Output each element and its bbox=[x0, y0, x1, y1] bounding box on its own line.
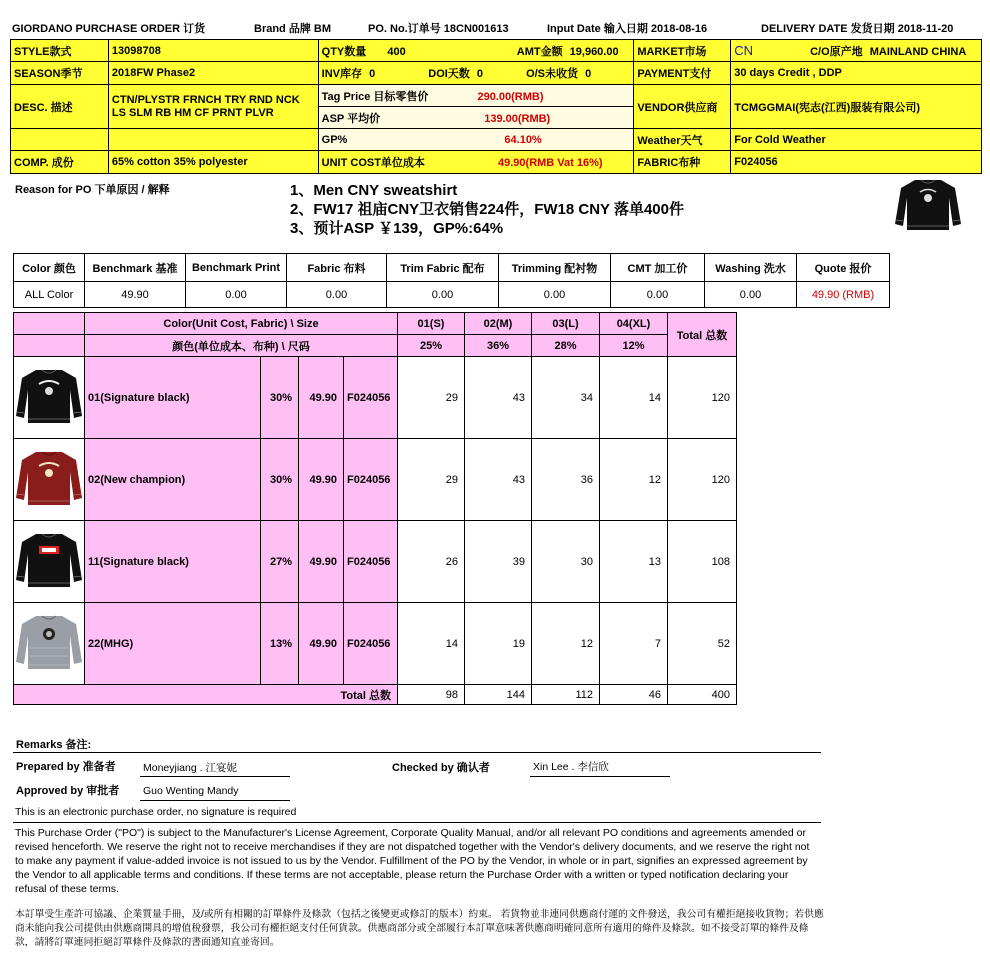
gp-cell bbox=[318, 129, 634, 151]
grid-header-en: Color(Unit Cost, Fabric) \ Size bbox=[85, 313, 398, 335]
asp-label: ASP 平均价 bbox=[321, 112, 381, 125]
cost-header: Benchmark 基准 bbox=[85, 254, 186, 282]
color-thumb-cell bbox=[14, 439, 85, 521]
sweatshirt-icon bbox=[14, 448, 84, 508]
os-value: 0 bbox=[585, 68, 592, 80]
vendor-value: TCMGGMAI(宪志(江西)服装有限公司) bbox=[731, 85, 982, 129]
qty-value: 400 bbox=[387, 45, 406, 58]
color-thumb-cell bbox=[14, 521, 85, 603]
gp-label: GP% bbox=[321, 133, 348, 146]
corner-cell bbox=[14, 335, 85, 357]
season-value: 2018FW Phase2 bbox=[108, 62, 318, 85]
row-total: 120 bbox=[668, 357, 737, 439]
color-cost: 49.90 bbox=[299, 357, 344, 439]
tag-price-value: 290.00(RMB) bbox=[477, 90, 544, 103]
size-pct: 25% bbox=[398, 335, 465, 357]
divider bbox=[13, 752, 821, 753]
sweatshirt-icon bbox=[893, 176, 963, 232]
sweatshirt-icon bbox=[14, 530, 84, 590]
cost-header: Trim Fabric 配布 bbox=[387, 254, 499, 282]
color-row bbox=[14, 439, 737, 521]
unit-cost-cell bbox=[318, 151, 634, 174]
size-pct: 36% bbox=[465, 335, 532, 357]
qty-cell: 14 bbox=[600, 357, 668, 439]
size-pct: 28% bbox=[532, 335, 600, 357]
origin-value: MAINLAND CHINA bbox=[869, 45, 967, 58]
cost-value: 0.00 bbox=[186, 282, 287, 308]
tag-price-cell bbox=[318, 85, 634, 107]
payment-value: 30 days Credit , DDP bbox=[731, 62, 982, 85]
cost-header: Benchmark Print bbox=[186, 254, 287, 282]
gp-value: 64.10% bbox=[504, 133, 542, 146]
unit-cost-value: 49.90(RMB Vat 16%) bbox=[498, 157, 603, 169]
reason-label: Reason for PO 下单原因 / 解释 bbox=[15, 184, 170, 196]
footer-total-label: Total 总数 bbox=[14, 685, 398, 705]
grid-header-cn: 颜色(单位成本、布种) \ 尺码 bbox=[85, 335, 398, 357]
color-pct: 13% bbox=[261, 603, 299, 685]
color-row bbox=[14, 521, 737, 603]
row-total: 52 bbox=[668, 603, 737, 685]
prepared-value: Moneyjiang . 江宴妮 bbox=[143, 762, 237, 774]
cost-header: Color 颜色 bbox=[14, 254, 85, 282]
comp-label: COMP. 成份 bbox=[11, 151, 109, 174]
market-value: CN bbox=[734, 42, 754, 58]
qty-cell: 30 bbox=[532, 521, 600, 603]
delivery-date: DELIVERY DATE 发货日期 2018-11-20 bbox=[761, 23, 954, 35]
cost-header: Fabric 布料 bbox=[287, 254, 387, 282]
asp-cell bbox=[318, 107, 634, 129]
empty-cell bbox=[108, 129, 318, 151]
qty-cell: 43 bbox=[465, 439, 532, 521]
approved-label: Approved by 审批者 bbox=[16, 785, 120, 797]
signature-line bbox=[530, 776, 670, 777]
divider bbox=[13, 822, 821, 823]
brand: Brand 品牌 BM bbox=[254, 23, 331, 35]
qty-cell: 12 bbox=[532, 603, 600, 685]
cost-value: 0.00 bbox=[499, 282, 611, 308]
qty-cell: 29 bbox=[398, 357, 465, 439]
doi-label: DOI天数 bbox=[428, 68, 470, 80]
order-info-table bbox=[10, 39, 982, 174]
cost-value: ALL Color bbox=[14, 282, 85, 308]
os-label: O/S未收货 bbox=[526, 68, 579, 80]
inv-label: INV库存 bbox=[321, 68, 362, 80]
size-header: 01(S) bbox=[398, 313, 465, 335]
color-name: 11(Signature black) bbox=[85, 521, 261, 603]
reason-line: 3、预计ASP ￥139，GP%:64% bbox=[290, 220, 504, 237]
footer-total: 112 bbox=[532, 685, 600, 705]
qty-cell: 19 bbox=[465, 603, 532, 685]
prepared-label: Prepared by 准备者 bbox=[16, 761, 116, 773]
color-fabric: F024056 bbox=[344, 357, 398, 439]
size-header: 03(L) bbox=[532, 313, 600, 335]
qty-cell: 14 bbox=[398, 603, 465, 685]
color-cost: 49.90 bbox=[299, 521, 344, 603]
color-row bbox=[14, 357, 737, 439]
cost-value: 0.00 bbox=[611, 282, 705, 308]
inv-value: 0 bbox=[369, 68, 376, 80]
cost-header: CMT 加工价 bbox=[611, 254, 705, 282]
color-pct: 27% bbox=[261, 521, 299, 603]
qty-cell: 29 bbox=[398, 439, 465, 521]
style-label: STYLE款式 bbox=[11, 40, 109, 62]
approved-value: Guo Wenting Mandy bbox=[143, 785, 239, 797]
cost-value: 0.00 bbox=[387, 282, 499, 308]
color-thumb-cell bbox=[14, 603, 85, 685]
color-fabric: F024056 bbox=[344, 439, 398, 521]
market-label: MARKET市场 bbox=[634, 40, 731, 62]
terms-chinese: 本訂單受生產許可協議、企業質量手冊，及/或所有相關的訂單條件及條款（包括之後變更或修訂的版本）約束。 若貨物並非連同供應商付運的文件發送，我公司有權拒絕接收貨物；若供應商未能向我公司提供由供應商開具的增值稅發票，我公司有權拒絕支付任何貨款。供應商部分或全部履行本訂單意味著供應商明確同意所有適用的條件及條款。如不接受訂單的條件及條款，請將訂單連同拒絕訂單條件及條款的書面通知直並寄回。 bbox=[15, 909, 824, 948]
color-pct: 30% bbox=[261, 357, 299, 439]
qty-cell: 13 bbox=[600, 521, 668, 603]
inventory-cell bbox=[318, 62, 634, 85]
reason-line: 1、Men CNY sweatshirt bbox=[290, 182, 458, 199]
color-cost: 49.90 bbox=[299, 439, 344, 521]
color-thumb-cell bbox=[14, 357, 85, 439]
color-name: 22(MHG) bbox=[85, 603, 261, 685]
signature-line bbox=[140, 800, 290, 801]
signature-line bbox=[140, 776, 290, 777]
color-row bbox=[14, 603, 737, 685]
reason-text bbox=[290, 181, 684, 238]
sweatshirt-icon bbox=[14, 366, 84, 426]
row-total: 108 bbox=[668, 521, 737, 603]
color-pct: 30% bbox=[261, 439, 299, 521]
qty-amt-cell bbox=[318, 40, 634, 62]
weather-value: For Cold Weather bbox=[731, 129, 982, 151]
checked-label: Checked by 确认者 bbox=[392, 762, 490, 774]
payment-label: PAYMENT支付 bbox=[634, 62, 731, 85]
qty-cell: 39 bbox=[465, 521, 532, 603]
unit-cost-label: UNIT COST单位成本 bbox=[321, 157, 425, 169]
qty-cell: 7 bbox=[600, 603, 668, 685]
qty-cell: 43 bbox=[465, 357, 532, 439]
doi-value: 0 bbox=[476, 68, 483, 80]
desc-label: DESC. 描述 bbox=[11, 85, 109, 129]
qty-cell: 34 bbox=[532, 357, 600, 439]
remarks-label: Remarks 备注: bbox=[16, 739, 92, 751]
asp-value: 139.00(RMB) bbox=[484, 112, 551, 125]
tag-price-label: Tag Price 目标零售价 bbox=[321, 90, 429, 103]
cost-value: 0.00 bbox=[287, 282, 387, 308]
origin-label: C/O原产地 bbox=[810, 45, 863, 58]
input-date: Input Date 输入日期 2018-08-16 bbox=[547, 23, 708, 35]
corner-cell bbox=[14, 313, 85, 335]
cost-value: 49.90 bbox=[85, 282, 186, 308]
color-size-table bbox=[13, 312, 737, 705]
qty-cell: 12 bbox=[600, 439, 668, 521]
color-fabric: F024056 bbox=[344, 521, 398, 603]
color-fabric: F024056 bbox=[344, 603, 398, 685]
comp-value: 65% cotton 35% polyester bbox=[108, 151, 318, 174]
reason-line: 2、FW17 祖庙CNY卫衣销售224件，FW18 CNY 落单400件 bbox=[290, 201, 684, 218]
electronic-note: This is an electronic purchase order, no signature is required bbox=[15, 806, 297, 818]
style-value: 13098708 bbox=[108, 40, 318, 62]
color-name: 02(New champion) bbox=[85, 439, 261, 521]
po-number: PO. No.订单号 18CN001613 bbox=[368, 23, 509, 35]
row-total: 120 bbox=[668, 439, 737, 521]
cost-header: Quote 报价 bbox=[797, 254, 890, 282]
size-pct: 12% bbox=[600, 335, 668, 357]
season-label: SEASON季节 bbox=[11, 62, 109, 85]
qty-label: QTY数量 bbox=[321, 45, 367, 58]
total-header: Total 总数 bbox=[668, 313, 737, 357]
po-title: GIORDANO PURCHASE ORDER 订货 bbox=[12, 23, 206, 35]
amt-value: 19,960.00 bbox=[569, 45, 619, 58]
cost-breakdown-table bbox=[13, 253, 890, 308]
color-cost: 49.90 bbox=[299, 603, 344, 685]
amt-label: AMT金额 bbox=[516, 45, 563, 58]
market-origin-cell bbox=[731, 40, 982, 62]
cost-header: Trimming 配衬物 bbox=[499, 254, 611, 282]
fabric-value: F024056 bbox=[731, 151, 982, 174]
size-header: 04(XL) bbox=[600, 313, 668, 335]
fabric-label: FABRIC布种 bbox=[634, 151, 731, 174]
total-row bbox=[14, 685, 737, 705]
cost-header: Washing 洗水 bbox=[705, 254, 797, 282]
desc-value: CTN/PLYSTR FRNCH TRY RND NCK LS SLM RB HM CF PRNT PLVR bbox=[108, 85, 318, 129]
vendor-label: VENDOR供应商 bbox=[634, 85, 731, 129]
footer-total: 46 bbox=[600, 685, 668, 705]
qty-cell: 36 bbox=[532, 439, 600, 521]
color-name: 01(Signature black) bbox=[85, 357, 261, 439]
qty-cell: 26 bbox=[398, 521, 465, 603]
footer-total: 98 bbox=[398, 685, 465, 705]
size-header: 02(M) bbox=[465, 313, 532, 335]
checked-value: Xin Lee . 李信欣 bbox=[533, 761, 609, 773]
weather-label: Weather天气 bbox=[634, 129, 731, 151]
cost-value: 49.90 (RMB) bbox=[797, 282, 890, 308]
footer-total: 400 bbox=[668, 685, 737, 705]
sweatshirt-icon bbox=[14, 612, 84, 672]
terms-english: This Purchase Order ("PO") is subject to the Manufacturer's License Agreement, Corporate Quality Manual, and/or all relevant PO conditions and agreements amended or revised henceforth. We reserve the right not to receive merchandises if they are not dispatched together with the Vendor's delivery documents, and we reserve the right not to make any payment if value-added invoice is not issued to us by the Vendor. Fulfillment of the PO by the Vendor, in whole or in part, signifies an expressed agreement by the Vendor to all applicable terms and conditions. If these terms are not acceptable, please return the Purchase Order with a written or typed notification declaring your refusal of these terms. bbox=[15, 827, 810, 895]
cost-value: 0.00 bbox=[705, 282, 797, 308]
empty-cell bbox=[11, 129, 109, 151]
footer-total: 144 bbox=[465, 685, 532, 705]
